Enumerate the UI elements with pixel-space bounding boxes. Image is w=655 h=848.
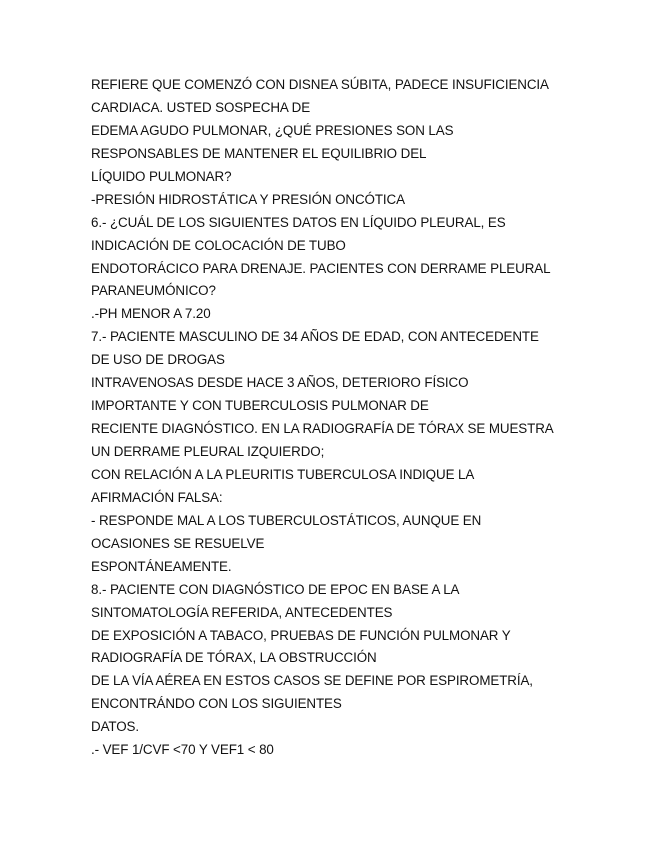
answer-line: -PRESIÓN HIDROSTÁTICA Y PRESIÓN ONCÓTICA [91, 191, 405, 207]
text-line: ENDOTORÁCICO PARA DRENAJE. PACIENTES CON DERRAME PLEURAL [91, 260, 551, 276]
text-line: AFIRMACIÓN FALSA: [91, 489, 223, 505]
answer-line: .- VEF 1/CVF <70 Y VEF1 < 80 [91, 742, 274, 758]
answer-line: .-PH MENOR A 7.20 [91, 306, 211, 322]
text-line: ENCONTRÁNDO CON LOS SIGUIENTES [91, 696, 342, 712]
document-text [91, 74, 631, 762]
text-line: RESPONSABLES DE MANTENER EL EQUILIBRIO DEL [91, 145, 427, 161]
text-line: INDICACIÓN DE COLOCACIÓN DE TUBO [91, 237, 346, 253]
question-7-line: 7.- PACIENTE MASCULINO DE 34 AÑOS DE EDAD, CON ANTECEDENTE [91, 329, 539, 345]
text-line: IMPORTANTE Y CON TUBERCULOSIS PULMONAR DE [91, 398, 429, 414]
text-line: PARANEUMÓNICO? [91, 283, 216, 299]
question-8-line: 8.- PACIENTE CON DIAGNÓSTICO DE EPOC EN BASE A LA [91, 581, 460, 597]
text-line: CARDIACA. USTED SOSPECHA DE [91, 99, 311, 115]
text-line: ESPONTÁNEAMENTE. [91, 558, 232, 574]
text-line: OCASIONES SE RESUELVE [91, 535, 265, 551]
text-line: DE USO DE DROGAS [91, 352, 225, 368]
text-line: REFIERE QUE COMENZÓ CON DISNEA SÚBITA, PADECE INSUFICIENCIA [91, 77, 549, 92]
text-line: SINTOMATOLOGÍA REFERIDA, ANTECEDENTES [91, 604, 393, 620]
text-line: DE LA VÍA AÉREA EN ESTOS CASOS SE DEFINE POR ESPIROMETRÍA, [91, 673, 533, 689]
text-line: RADIOGRAFÍA DE TÓRAX, LA OBSTRUCCIÓN [91, 650, 377, 666]
text-line: RECIENTE DIAGNÓSTICO. EN LA RADIOGRAFÍA DE TÓRAX SE MUESTRA [91, 421, 554, 437]
text-line: EDEMA AGUDO PULMONAR, ¿QUÉ PRESIONES SON LAS [91, 122, 454, 138]
text-line: DE EXPOSICIÓN A TABACO, PRUEBAS DE FUNCIÓN PULMONAR Y [91, 627, 511, 643]
text-line: DATOS. [91, 719, 140, 735]
answer-line: - RESPONDE MAL A LOS TUBERCULOSTÁTICOS, AUNQUE EN [91, 512, 482, 528]
text-line: CON RELACIÓN A LA PLEURITIS TUBERCULOSA INDIQUE LA [91, 466, 475, 482]
question-6-line: 6.- ¿CUÁL DE LOS SIGUIENTES DATOS EN LÍQUIDO PLEURAL, ES [91, 214, 506, 230]
text-line: INTRAVENOSAS DESDE HACE 3 AÑOS, DETERIORO FÍSICO [91, 375, 469, 391]
text-line: LÍQUIDO PULMONAR? [91, 168, 232, 184]
text-line: UN DERRAME PLEURAL IZQUIERDO; [91, 444, 325, 459]
